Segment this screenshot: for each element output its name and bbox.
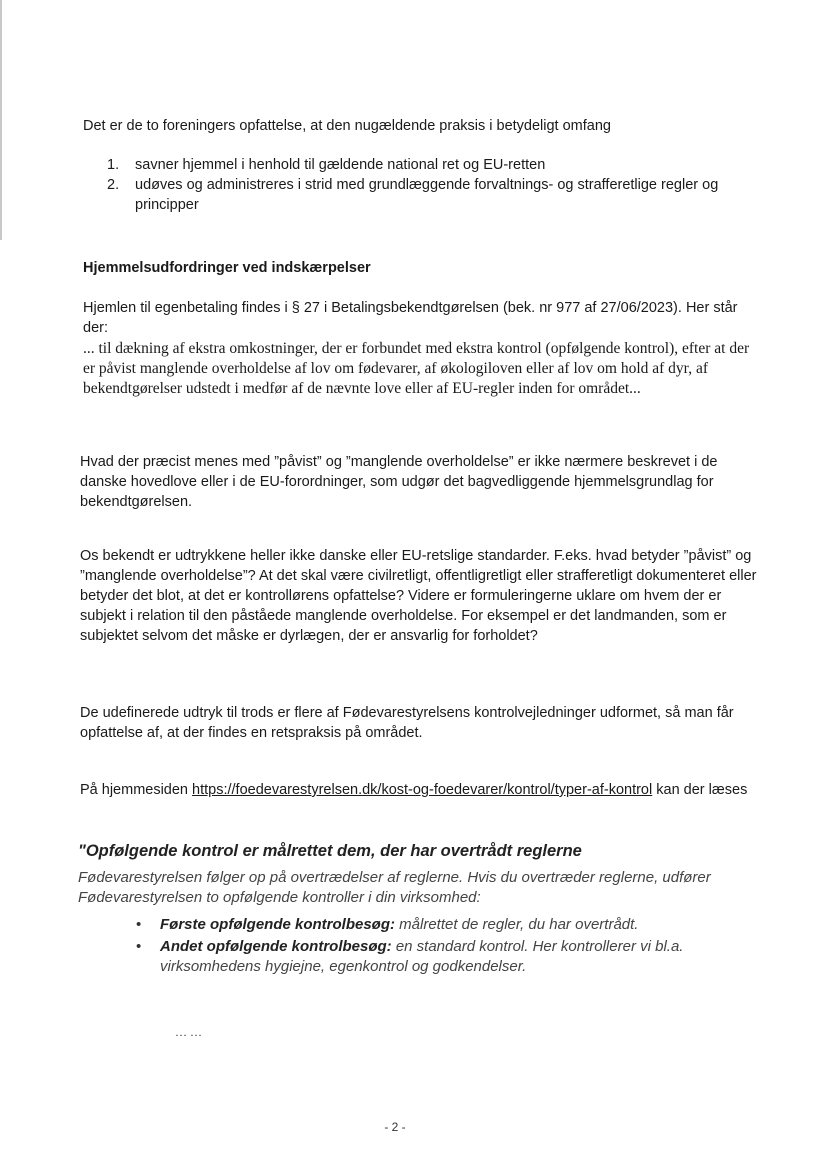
bullet-term: Andet opfølgende kontrolbesøg:	[160, 938, 392, 955]
website-quote-heading: "Opfølgende kontrol er målrettet dem, der har overtrådt reglerne	[78, 842, 582, 860]
website-paragraph	[80, 780, 762, 800]
list-item-text: udøves og administreres i strid med grundlæggende forvaltnings- og strafferetlige regler og principper	[135, 177, 719, 213]
website-quote-bullets	[136, 915, 776, 979]
law-quote: ... til dækning af ekstra omkostninger, der er forbundet med ekstra kontrol (opfølgende kontrol), efter at der er påvist manglende overholdelse af lov om fødevarer, af økologiloven eller af lov om hold af dyr, af bekendtgørelser udstedt i medfør af de nævnte love eller af EU-regler inden for området...	[83, 340, 750, 397]
website-prefix: På hjemmesiden	[80, 782, 193, 798]
bullet-term: Første opfølgende kontrolbesøg:	[160, 916, 395, 933]
definition-paragraph: Hvad der præcist menes med ”påvist” og ”manglende overholdelse” er ikke nærmere beskrevet i de danske hovedlove eller i de EU-forordninger, som udgør det bagvedliggende hjemmelsgrundlag for bekendtgørelsen.	[80, 454, 718, 510]
list-item	[107, 175, 762, 215]
bullet-icon: •	[136, 938, 142, 955]
bullet-text: en standard kontrol. Her kontrollerer vi bl.a. virksomhedens hygiejne, egenkontrol og godkendelser.	[160, 938, 684, 975]
list-item	[136, 937, 776, 977]
list-item-text: savner hjemmel i henhold til gældende national ret og EU-retten	[135, 157, 546, 173]
page-number: - 2 -	[384, 1120, 406, 1134]
standards-paragraph: Os bekendt er udtrykkene heller ikke danske eller EU-retslige standarder. F.eks. hvad betyder ”påvist” og ”manglende overholdelse”? At det skal være civilretligt, offentligretligt eller strafferetligt dokumenteret eller betyder det blot, at det er kontrollørens opfattelse? Videre er formuleringerne uklare om hvem der er subjekt i relation til den påståede manglende overholdelse. For eksempel er det landmanden, som er subjektet selvom det måske er dyrlægen, der er ansvarlig for forholdet?	[80, 548, 757, 644]
website-link[interactable]: https://foedevarestyrelsen.dk/kost-og-foedevarer/kontrol/typer-af-kontrol	[192, 782, 653, 798]
website-quote-body: Fødevarestyrelsen følger op på overtrædelser af reglerne. Hvis du overtræder reglerne, udfører Fødevarestyrelsen to opfølgende kontroller i din virksomhed:	[78, 869, 711, 906]
quote-ellipsis: … …	[175, 1025, 202, 1039]
list-number: 2.	[107, 177, 120, 193]
hjemmel-paragraph: Hjemlen til egenbetaling findes i § 27 i Betalingsbekendtgørelsen (bek. nr 977 af 27/06/2023). Her står der:	[83, 300, 738, 336]
list-number: 1.	[107, 157, 120, 173]
intro-paragraph: Det er de to foreningers opfattelse, at den nugældende praksis i betydeligt omfang	[83, 118, 611, 134]
bullet-text: målrettet de regler, du har overtrådt.	[395, 916, 639, 933]
list-item	[136, 915, 776, 935]
website-suffix: kan der læses	[652, 782, 748, 798]
bullet-icon: •	[136, 916, 142, 933]
intro-list	[107, 155, 762, 215]
list-item	[107, 155, 762, 175]
undefined-terms-paragraph: De udefinerede udtryk til trods er flere af Fødevarestyrelsens kontrolvejledninger udformet, så man får opfattelse af, at der findes en retspraksis på området.	[80, 705, 734, 741]
section-heading: Hjemmelsudfordringer ved indskærpelser	[83, 260, 371, 276]
scan-edge-mark	[0, 0, 2, 240]
